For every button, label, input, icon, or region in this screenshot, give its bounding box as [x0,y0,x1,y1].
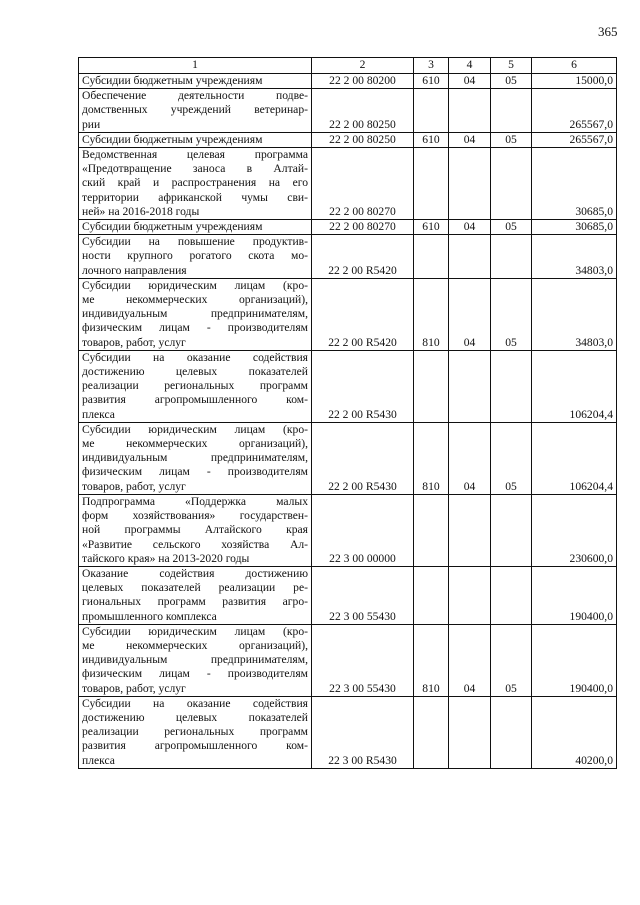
row-name-line: «Развитие сельского хозяйства Ал- [82,537,308,551]
header-row [79,58,617,74]
row-name-line: лочного направления [82,263,187,277]
row-name-line: домственных учреждений ветеринар- [82,103,308,117]
row-name-cell [79,696,312,768]
table-body [79,58,617,769]
row-code-cell: 22 3 00 R5430 [312,696,414,768]
row-name-line: ский край и распространения на его [82,176,308,190]
row-code-cell: 22 2 00 R5430 [312,350,414,422]
row-name-line: физическим лицам - производителям [82,465,308,479]
row-name-line: целевых показателей реализации ре- [82,581,308,595]
row-col5-cell: 05 [491,422,532,494]
row-name-line: индивидуальным предпринимателям, [82,451,308,465]
row-name-line: индивидуальным предпринимателям, [82,653,308,667]
row-name-line: ней» на 2016-2018 годы [82,204,200,218]
row-col3-cell: 610 [414,132,449,147]
column-header-2: 2 [312,58,414,74]
row-col3-cell: 810 [414,278,449,350]
row-col4-cell: 04 [449,278,491,350]
row-col3-cell: 610 [414,220,449,235]
row-code-cell: 22 3 00 00000 [312,494,414,566]
row-name-line: ности крупного рогатого скота мо- [82,249,308,263]
row-code-cell: 22 2 00 80250 [312,89,414,133]
row-code-cell: 22 2 00 80270 [312,220,414,235]
row-amount-cell: 40200,0 [532,696,617,768]
row-name-line: достижению целевых показателей [82,365,308,379]
row-name-line: промышленного комплекса [82,609,217,623]
row-name-line: рии [82,117,101,131]
row-name-line: развития агропромышленного ком- [82,739,308,753]
row-col4-cell [449,696,491,768]
row-name-cell [79,74,312,89]
row-col5-cell: 05 [491,220,532,235]
table-row [79,74,617,89]
row-name-cell [79,132,312,147]
row-col4-cell: 04 [449,132,491,147]
row-name-line: тайского края» на 2013-2020 годы [82,551,250,565]
row-name-cell [79,624,312,696]
table-row [79,220,617,235]
row-name-line: реализации региональных программ [82,379,308,393]
row-name-line: плекса [82,753,115,767]
row-name-line: Субсидии юридическим лицам (кро- [82,624,308,638]
row-col5-cell [491,148,532,220]
row-name-line: ной программы Алтайского края [82,523,308,537]
row-col3-cell [414,89,449,133]
row-name-line: Субсидии бюджетным учреждениям [82,74,263,87]
table-row [79,566,617,624]
row-amount-cell: 190400,0 [532,624,617,696]
row-col4-cell [449,494,491,566]
row-name-cell [79,220,312,235]
row-col5-cell: 05 [491,74,532,89]
row-amount-cell: 265567,0 [532,132,617,147]
row-col5-cell: 05 [491,132,532,147]
row-col3-cell: 610 [414,74,449,89]
row-code-cell: 22 2 00 R5420 [312,235,414,279]
row-col4-cell [449,89,491,133]
row-code-cell: 22 2 00 R5430 [312,422,414,494]
row-col4-cell: 04 [449,624,491,696]
row-col4-cell [449,235,491,279]
table-row [79,278,617,350]
row-name-cell [79,89,312,133]
row-name-line: реализации региональных программ [82,725,308,739]
row-code-cell: 22 2 00 80200 [312,74,414,89]
row-col4-cell [449,350,491,422]
row-name-line: физическим лицам - производителям [82,321,308,335]
row-amount-cell: 15000,0 [532,74,617,89]
row-col4-cell: 04 [449,422,491,494]
row-name-line: достижению целевых показателей [82,710,308,724]
row-name-line: Субсидии на оказание содействия [82,696,308,710]
row-col3-cell [414,566,449,624]
row-name-cell [79,148,312,220]
row-col5-cell [491,350,532,422]
table-row [79,235,617,279]
row-name-line: форм хозяйствования» государствен- [82,509,308,523]
row-code-cell: 22 3 00 55430 [312,566,414,624]
row-amount-cell: 106204,4 [532,422,617,494]
row-name-line: товаров, работ, услуг [82,681,186,695]
row-name-line: Субсидии на повышение продуктив- [82,235,308,249]
row-name-line: Субсидии юридическим лицам (кро- [82,422,308,436]
row-name-cell [79,278,312,350]
row-name-line: Обеспечение деятельности подве- [82,89,308,103]
row-name-line: «Предотвращение заноса в Алтай- [82,162,308,176]
row-code-cell: 22 2 00 R5420 [312,278,414,350]
row-code-cell: 22 3 00 55430 [312,624,414,696]
table-row [79,89,617,133]
row-col5-cell [491,696,532,768]
row-col5-cell [491,235,532,279]
row-name-cell [79,235,312,279]
row-name-line: ме некоммерческих организаций), [82,437,308,451]
row-code-cell: 22 2 00 80270 [312,148,414,220]
row-col3-cell: 810 [414,422,449,494]
row-col5-cell [491,89,532,133]
row-name-cell [79,350,312,422]
row-col4-cell [449,148,491,220]
row-name-cell [79,494,312,566]
row-col3-cell [414,235,449,279]
row-name-cell [79,566,312,624]
row-amount-cell: 230600,0 [532,494,617,566]
row-amount-cell: 106204,4 [532,350,617,422]
row-name-line: Подпрограмма «Поддержка малых [82,494,308,508]
row-name-line: физическим лицам - производителям [82,667,308,681]
column-header-6: 6 [532,58,617,74]
table-row [79,148,617,220]
budget-table [78,57,617,769]
row-col5-cell: 05 [491,278,532,350]
row-col3-cell [414,696,449,768]
row-col3-cell [414,350,449,422]
row-code-cell: 22 2 00 80250 [312,132,414,147]
row-amount-cell: 30685,0 [532,220,617,235]
table-row [79,132,617,147]
row-col3-cell [414,148,449,220]
row-col5-cell [491,566,532,624]
row-name-line: Субсидии юридическим лицам (кро- [82,278,308,292]
row-col3-cell: 810 [414,624,449,696]
row-amount-cell: 34803,0 [532,278,617,350]
row-name-line: гиональных программ развития агро- [82,595,308,609]
row-amount-cell: 265567,0 [532,89,617,133]
row-name-line: ме некоммерческих организаций), [82,638,308,652]
row-name-cell [79,422,312,494]
row-col5-cell: 05 [491,624,532,696]
table-row [79,696,617,768]
row-col3-cell [414,494,449,566]
row-name-line: Субсидии бюджетным учреждениям [82,132,263,146]
row-name-line: ме некоммерческих организаций), [82,293,308,307]
row-name-line: индивидуальным предпринимателям, [82,307,308,321]
row-name-line: Ведомственная целевая программа [82,148,308,162]
row-name-line: товаров, работ, услуг [82,479,186,493]
row-col4-cell [449,566,491,624]
row-name-line: Субсидии бюджетным учреждениям [82,220,263,234]
row-name-line: Субсидии на оказание содействия [82,350,308,364]
row-amount-cell: 34803,0 [532,235,617,279]
row-name-line: товаров, работ, услуг [82,335,186,349]
row-col5-cell [491,494,532,566]
row-name-line: плекса [82,407,115,421]
table-row [79,350,617,422]
column-header-5: 5 [491,58,532,74]
column-header-4: 4 [449,58,491,74]
row-col4-cell: 04 [449,220,491,235]
row-name-line: Оказание содействия достижению [82,566,308,580]
column-header-3: 3 [414,58,449,74]
table-row [79,624,617,696]
row-amount-cell: 30685,0 [532,148,617,220]
row-name-line: территории африканской чумы сви- [82,190,308,204]
page-number: 365 [598,24,618,39]
row-amount-cell: 190400,0 [532,566,617,624]
table-row [79,422,617,494]
column-header-1: 1 [79,58,312,74]
row-name-line: развития агропромышленного ком- [82,393,308,407]
table-row [79,494,617,566]
row-col4-cell: 04 [449,74,491,89]
